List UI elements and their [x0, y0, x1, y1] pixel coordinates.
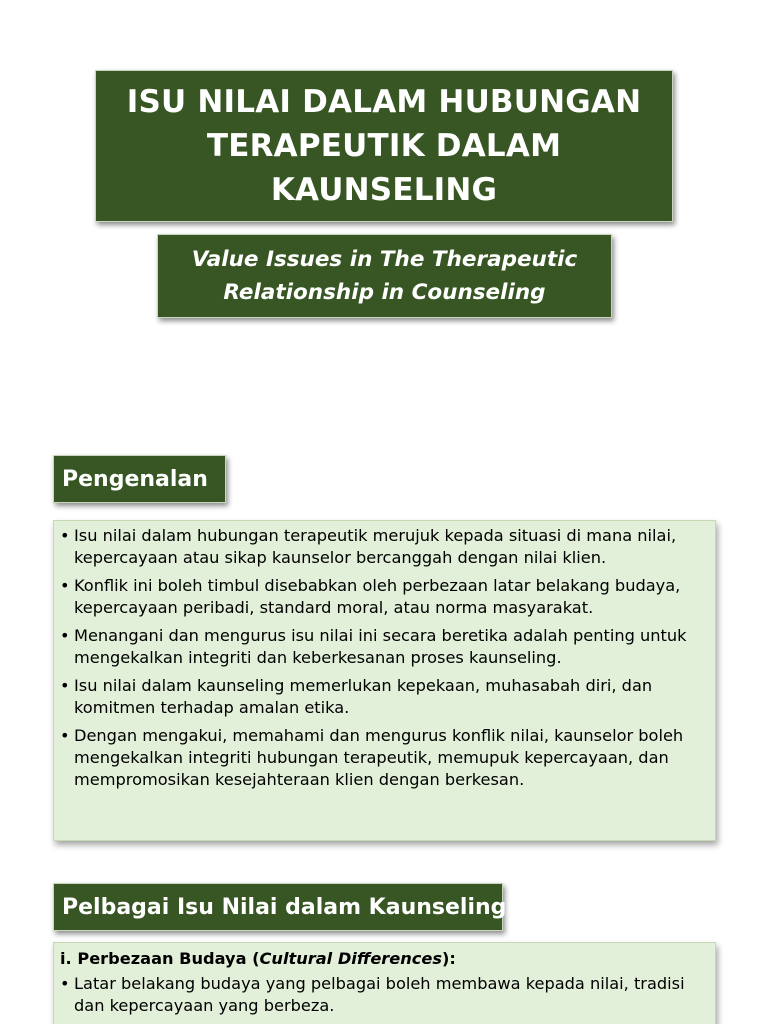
subsection-heading-cultural-differences	[60, 947, 707, 971]
subtitle-banner	[157, 234, 612, 318]
document-title	[127, 80, 642, 212]
section-heading-text: Pelbagai Isu Nilai dalam Kaunseling	[62, 894, 507, 920]
list-item-text: Menangani dan mengurus isu nilai ini secara beretika adalah penting untuk mengekalkan integriti dan keberkesanan proses kaunseling.	[74, 626, 687, 667]
subsection-heading-prefix: i. Perbezaan Budaya (	[60, 949, 260, 968]
list-item	[60, 525, 707, 569]
list-item-text: Isu nilai dalam kaunseling memerlukan kepekaan, muhasabah diri, dan komitmen terhadap amalan etika.	[74, 676, 653, 717]
cultural-differences-bullet-list	[60, 973, 707, 1017]
list-item-text: Dengan mengakui, memahami dan mengurus konflik nilai, kaunselor boleh mengekalkan integriti hubungan terapeutik, memupuk kepercayaan, dan mempromosikan kesejahteraan klien dengan berkesan.	[74, 726, 684, 789]
subtitle-line-2: Relationship in Counseling	[223, 280, 546, 305]
subsection-heading-suffix: ):	[442, 949, 456, 968]
list-item	[60, 575, 707, 619]
subtitle-line-1: Value Issues in The Therapeutic	[191, 247, 578, 272]
list-item-text: Isu nilai dalam hubungan terapeutik merujuk kepada situasi di mana nilai, kepercayaan atau sikap kaunselor bercanggah dengan nilai klien.	[74, 526, 677, 567]
title-line-1: ISU NILAI DALAM HUBUNGAN	[126, 84, 642, 120]
list-item	[60, 973, 707, 1017]
bullet-icon: •	[60, 576, 70, 595]
bullet-icon: •	[60, 676, 70, 695]
list-item	[60, 725, 707, 791]
section-heading-introduction	[53, 455, 226, 503]
document-subtitle	[192, 243, 578, 309]
list-item	[60, 675, 707, 719]
list-item-text: Konflik ini boleh timbul disebabkan oleh perbezaan latar belakang budaya, kepercayaan peribadi, standard moral, atau norma masyarakat.	[74, 576, 681, 617]
list-item	[60, 625, 707, 669]
subsection-heading-english: Cultural Differences	[259, 949, 442, 968]
section-heading-text: Pengenalan	[62, 466, 208, 492]
value-issues-content-box	[53, 942, 716, 1024]
introduction-bullet-list	[60, 525, 707, 791]
title-banner	[95, 70, 673, 222]
bullet-icon: •	[60, 726, 70, 745]
title-line-3: KAUNSELING	[270, 172, 498, 208]
section-heading-value-issues	[53, 883, 507, 931]
bullet-icon: •	[60, 626, 70, 645]
list-item-text: Latar belakang budaya yang pelbagai boleh membawa kepada nilai, tradisi dan kepercayaan yang berbeza.	[74, 974, 685, 1015]
introduction-content-box	[53, 520, 716, 841]
title-line-2: TERAPEUTIK DALAM	[206, 128, 562, 164]
bullet-icon: •	[60, 526, 70, 545]
bullet-icon: •	[60, 974, 70, 993]
